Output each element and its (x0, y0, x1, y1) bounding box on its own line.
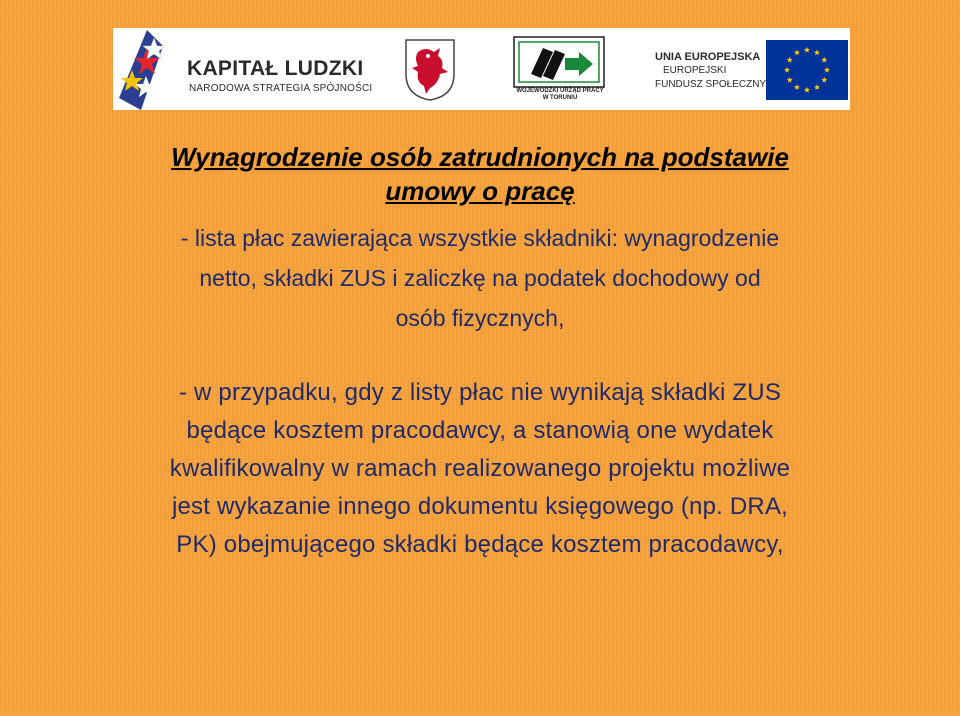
slide-title (60, 140, 900, 208)
paragraph1-line: - lista płac zawierająca wszystkie składniki: wynagrodzenie (180, 225, 780, 251)
paragraph-zus-contributions (60, 374, 900, 564)
paragraph2-line: PK) obejmującego składki będące kosztem pracodawcy, (176, 531, 784, 558)
slide-title-line1: Wynagrodzenie osób zatrudnionych na podstawie (171, 142, 789, 172)
paragraph1-line: osób fizycznych, (395, 305, 565, 331)
paragraph1-line: netto, składki ZUS i zaliczkę na podatek dochodowy od (199, 265, 761, 291)
eu-line1: UNIA EUROPEJSKA (655, 51, 761, 63)
wup-text (515, 88, 605, 102)
kapital-ludzki-logo (113, 28, 393, 110)
wup-text-line2: W TORUNIU (542, 95, 578, 101)
slide-title-line2: umowy o pracę (385, 176, 575, 206)
logo-bar (113, 28, 850, 110)
kapital-ludzki-stars-icon (113, 28, 183, 110)
kapital-ludzki-title: KAPITAŁ LUDZKI (187, 57, 364, 80)
eu-line3: FUNDUSZ SPOŁECZNY (655, 79, 767, 90)
paragraph2-line: jest wykazanie innego dokumentu księgowego (np. DRA, (171, 493, 789, 520)
paragraph2-line: kwalifikowalny w ramach realizowanego projektu możliwe (169, 455, 791, 482)
eu-flag-icon (766, 40, 848, 100)
eu-line2: EUROPEJSKI (663, 65, 727, 76)
eu-logo-text (655, 50, 767, 92)
paragraph2-line: będące kosztem pracodawcy, a stanowią one wydatek (186, 417, 774, 444)
kapital-ludzki-subtitle: NARODOWA STRATEGIA SPÓJNOŚCI (189, 83, 373, 94)
paragraph2-line: - w przypadku, gdy z listy płac nie wynikają składki ZUS (178, 379, 782, 406)
paragraph-payroll-list (60, 218, 900, 338)
wup-text-line1: WOJEWÓDZKI URZĄD PRACY (516, 88, 604, 94)
slide-content (60, 140, 900, 564)
voivodeship-crest-icon (404, 38, 456, 102)
